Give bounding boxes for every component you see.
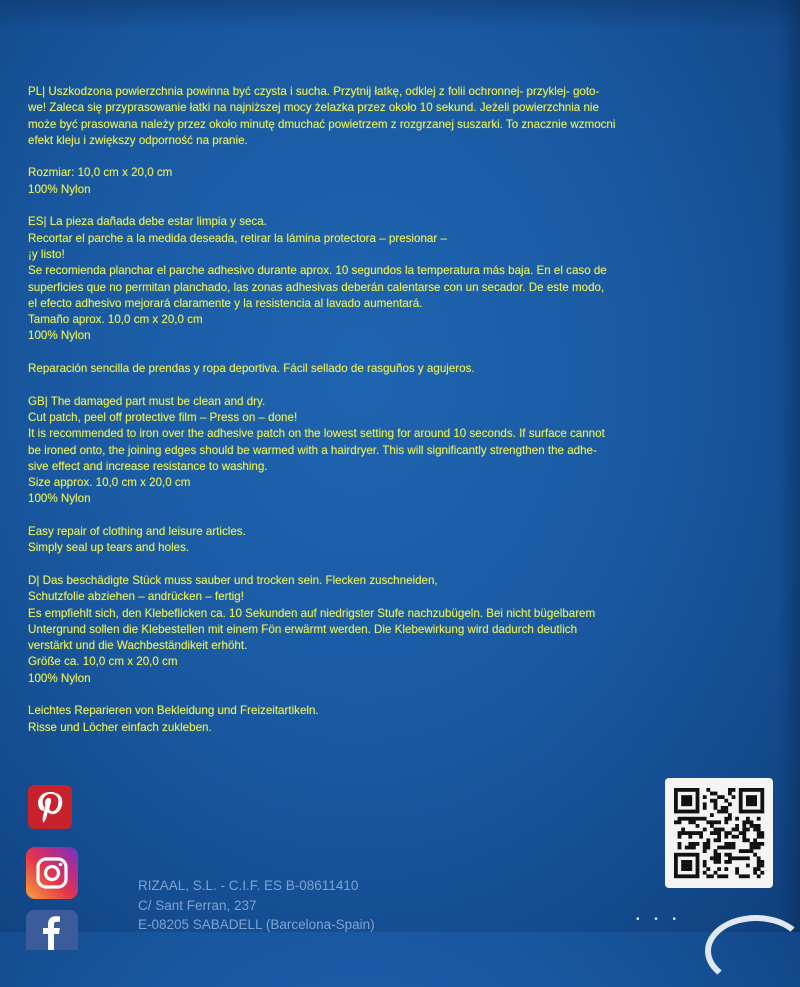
instruction-line: Recortar el parche a la medida deseada, retirar la lámina protectora – presionar – — [28, 231, 447, 245]
company-info — [138, 876, 375, 935]
instruction-line: Cut patch, peel off protective film – Press on – done! — [28, 410, 298, 424]
instruction-line: Reparación sencilla de prendas y ropa deportiva. Fácil sellado de rasguños y agujeros. — [28, 362, 475, 376]
instruction-line: Size approx. 10,0 cm x 20,0 cm — [28, 476, 191, 490]
instruction-line: el efecto adhesivo mejorará claramente y la resistencia al lavado aumentará. — [28, 296, 423, 310]
instruction-line: It is recommended to iron over the adhesive patch on the lowest setting for around 10 seconds. If surface cannot — [28, 427, 605, 441]
paragraph-gap — [28, 149, 773, 165]
instruction-line: Se recomienda planchar el parche adhesivo durante aprox. 10 segundos la temperatura más baja. En el caso de — [28, 264, 607, 278]
instruction-line: GB| The damaged part must be clean and dry. — [28, 394, 266, 408]
instruction-line: sive effect and increase resistance to washing. — [28, 459, 268, 473]
instruction-line: verstärkt und die Wachbeständikeit erhöht. — [28, 639, 248, 653]
instruction-line: Untergrund sollen die Klebestellen mit einem Fön erwärmt werden. Die Klebewirkung wird dadurch deutlich — [28, 622, 578, 636]
instruction-line: PL| Uszkodzona powierzchnia powinna być czysta i sucha. Przytnij łatkę, odklej z folii ochronnej- przyklej- goto- — [28, 85, 600, 98]
instructions-text — [28, 84, 773, 736]
instruction-line: be ironed onto, the joining edges should be warmed with a hairdryer. This will significantly strengthen the adhe- — [28, 443, 597, 457]
instruction-line: ¡y listo! — [28, 247, 65, 261]
instruction-line: może być prasowana należy przez około minutę dmuchać powietrzem z rozgrzanej suszarki. To znacznie wzmocni — [28, 117, 616, 131]
company-name: RIZAAL, S.L. - C.I.F. ES B-08611410 — [138, 878, 359, 893]
instagram-icon[interactable] — [26, 847, 78, 899]
right-shadow — [778, 0, 800, 932]
company-address: C/ Sant Ferran, 237 — [138, 897, 257, 913]
qr-code — [665, 778, 773, 888]
instruction-line: Simply seal up tears and holes. — [28, 541, 190, 555]
instruction-line: Rozmiar: 10,0 cm x 20,0 cm — [28, 166, 173, 180]
instruction-line: we! Zaleca się przyprasowanie łatki na najniższej mocy żelazka przez około 10 sekund. Jeżeli powierzchnia nie — [28, 101, 599, 115]
paragraph-gap — [28, 687, 773, 703]
top-shadow — [0, 0, 800, 30]
instruction-line: Größe ca. 10,0 cm x 20,0 cm — [28, 655, 178, 669]
paragraph-gap — [28, 377, 773, 393]
paragraph-gap — [28, 557, 773, 573]
instruction-line: Leichtes Reparieren von Bekleidung und Freizeitartikeln. — [28, 704, 319, 718]
instruction-line: D| Das beschädigte Stück muss sauber und trocken sein. Flecken zuschneiden, — [28, 573, 438, 587]
instruction-line: Easy repair of clothing and leisure articles. — [28, 525, 246, 539]
paragraph-gap — [28, 198, 773, 214]
instruction-line: 100% Nylon — [28, 329, 91, 343]
instruction-line: Tamaño aprox. 10,0 cm x 20,0 cm — [28, 313, 203, 327]
facebook-icon[interactable] — [26, 910, 78, 950]
instruction-line: 100% Nylon — [28, 492, 91, 506]
brand-logo-arc — [705, 915, 800, 987]
paragraph-gap — [28, 508, 773, 524]
company-city: E-08205 SABADELL (Barcelona-Spain) — [138, 917, 375, 932]
paragraph-gap — [28, 345, 773, 361]
instruction-line: Risse und Löcher einfach zukleben. — [28, 720, 212, 734]
instruction-line: Es empfiehlt sich, den Klebeflicken ca. 10 Sekunden auf niedrigster Stufe nachzubügeln. Bei nicht bügelbarem — [28, 606, 596, 620]
instruction-line: 100% Nylon — [28, 182, 91, 196]
instruction-line: ES| La pieza dañada debe estar limpia y seca. — [28, 215, 267, 229]
instruction-line: superficies que no permitan planchado, las zonas adhesivas deberán calentarse con un secador. De este modo, — [28, 280, 605, 294]
decorative-dots: • • • — [636, 914, 683, 925]
instruction-line: efekt kleju i zwiększy odporność na pranie. — [28, 133, 248, 147]
instruction-line: Schutzfolie abziehen – andrücken – fertig! — [28, 590, 244, 604]
instruction-line: 100% Nylon — [28, 671, 91, 685]
pinterest-icon[interactable] — [28, 785, 72, 829]
